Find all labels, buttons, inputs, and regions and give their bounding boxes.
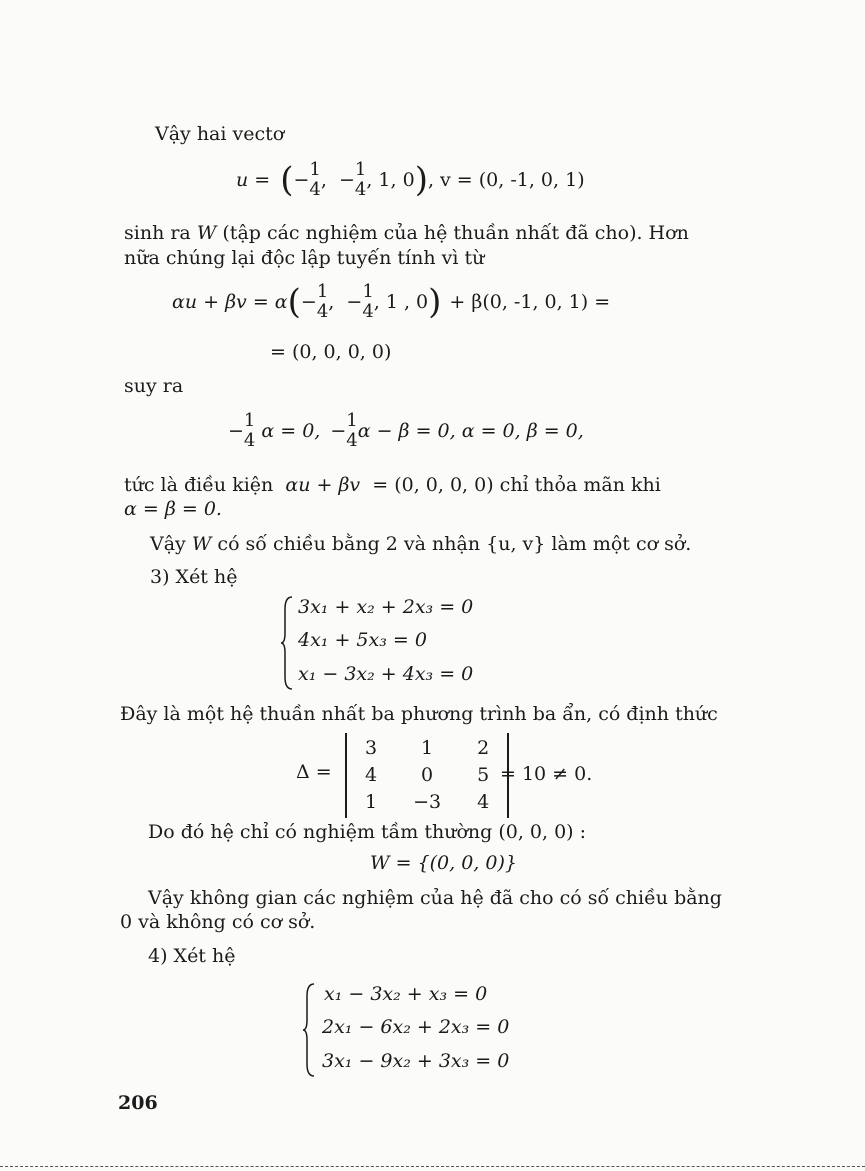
text-line: sinh ra W (tập các nghiệm của hệ thuần nhất đã cho). Hơn <box>124 222 689 244</box>
det-row: 1 −3 4 <box>365 791 490 813</box>
text-line: suy ra <box>124 375 184 397</box>
equation-line: x₁ − 3x₂ + x₃ = 0 <box>324 983 488 1005</box>
left-paren: ( <box>280 160 294 200</box>
equation-line: 4x₁ + 5x₃ = 0 <box>298 629 427 651</box>
text-line: 3) Xét hệ <box>150 566 238 588</box>
equation-zero: = (0, 0, 0, 0) <box>270 341 392 363</box>
fraction: 1 4 <box>354 159 367 200</box>
equation-line: 3x₁ − 9x₂ + 3x₃ = 0 <box>322 1050 510 1072</box>
brace-icon <box>302 982 316 1078</box>
text-line: 4) Xét hệ <box>148 945 236 967</box>
equation-alpha: − 1 4 α = 0, − 1 4 α − β = 0, α = 0, β = 0, <box>228 410 584 451</box>
brace-icon <box>280 595 294 691</box>
equation-line: 3x₁ + x₂ + 2x₃ = 0 <box>298 596 474 618</box>
fraction: 1 4 <box>316 281 329 322</box>
right-paren: ) <box>414 160 428 200</box>
equation-comb: αu + βv = α ( − 1 4 , − 1 4 , 1 , 0 ) + β(0, -1, 0, 1) = <box>172 281 611 322</box>
text-line: Đây là một hệ thuần nhất ba phương trình ba ẩn, có định thức <box>120 703 718 725</box>
equation-w: W = {(0, 0, 0)} <box>370 852 517 874</box>
det-row: 4 0 5 <box>365 764 490 786</box>
text-line: nữa chúng lại độc lập tuyến tính vì từ <box>124 247 485 269</box>
fraction: 1 4 <box>309 159 321 200</box>
det-label: Δ = <box>296 761 332 783</box>
text-line: Vậy W có số chiều bằng 2 và nhận {u, v} làm một cơ sở. <box>150 533 692 555</box>
determinant <box>345 733 509 818</box>
equation-uv: u = ( − 1 4 , − 1 4 , 1, 0 ) , v = (0, -1, 0, 1) <box>236 159 585 200</box>
page-number: 206 <box>118 1092 158 1114</box>
fraction: 1 4 <box>346 410 358 451</box>
fraction: 1 4 <box>243 410 256 451</box>
u-tail: , 1, 0 <box>366 168 415 191</box>
u-label: u = <box>236 168 271 191</box>
det-row: 3 1 2 <box>365 737 490 759</box>
text-line: Vậy không gian các nghiệm của hệ đã cho có số chiều bằng <box>148 887 722 909</box>
text-line: α = β = 0. <box>124 498 222 520</box>
text-line: 0 và không có cơ sở. <box>120 911 316 933</box>
text-line: tức là điều kiện αu + βv = (0, 0, 0, 0) chỉ thỏa mãn khi <box>124 474 661 496</box>
equation-line: 2x₁ − 6x₂ + 2x₃ = 0 <box>322 1016 510 1038</box>
equation-line: x₁ − 3x₂ + 4x₃ = 0 <box>298 663 474 685</box>
page-edge-divider <box>0 1166 865 1167</box>
text-line: Do đó hệ chỉ có nghiệm tầm thường (0, 0, 0) : <box>148 821 587 843</box>
det-result: = 10 ≠ 0. <box>500 763 593 785</box>
text-line: Vậy hai vectơ <box>155 123 285 145</box>
fraction: 1 4 <box>362 281 374 322</box>
v-vector: , v = (0, -1, 0, 1) <box>427 168 585 191</box>
